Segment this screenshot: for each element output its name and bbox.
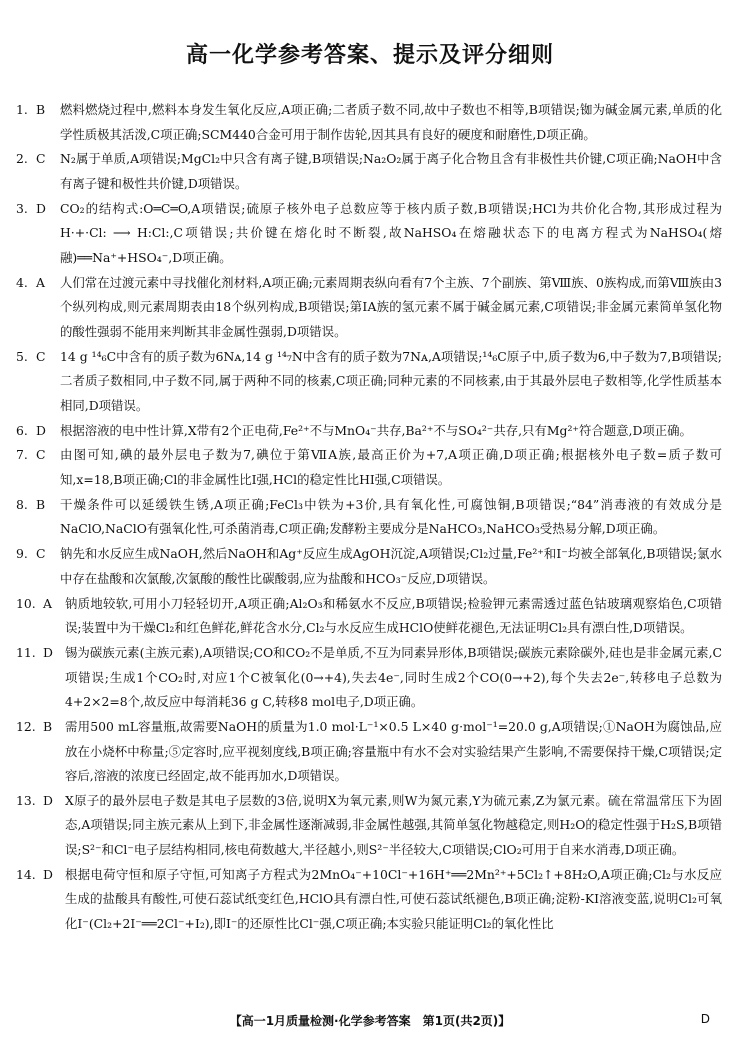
answer-letter: D <box>43 644 53 660</box>
page-footer: 【高一1月质量检测·化学参考答案 第1页(共2页)】 <box>229 1014 511 1028</box>
answer-number: 2. <box>16 151 28 167</box>
answer-explanation: 人们常在过渡元素中寻找催化剂材料,A项正确;元素周期表纵向看有7个主族、7个副族、第Ⅷ族、0族构成,而第Ⅷ族由3个纵列构成,则元素周期表由18个纵列构成,B项错误;第ⅠA族的氢元素不属于碱金属元素,C项错误;非金属元素简单氢化物的酸性强弱不能用来判断其非金属性强弱,D项错误。 <box>60 274 722 339</box>
answer-number: 13. <box>16 792 36 808</box>
answer-explanation: 钠先和水反应生成NaOH,然后NaOH和Ag⁺反应生成AgOH沉淀,A项错误;Cl₂过量,Fe²⁺和I⁻均被全部氧化,B项错误;氯水中存在盐酸和次氯酸,次氯酸的酸性比碳酸弱,应为盐酸和HCO₃⁻反应,D项错误。 <box>60 546 722 586</box>
paper-code: D <box>700 1012 710 1026</box>
answer-explanation: 干燥条件可以延缓铁生锈,A项正确;FeCl₃中铁为+3价,具有氧化性,可腐蚀铜,B项错误;“84”消毒液的有效成分是NaClO,NaClO有强氧化性,可杀菌消毒,C项正确;发酵粉主要成分是NaHCO₃,NaHCO₃受热易分解,D项正确。 <box>60 496 722 537</box>
answer-explanation: 钠质地较软,可用小刀轻轻切开,A项正确;Al₂O₃和稀氨水不反应,B项错误;检验钾元素需透过蓝色钴玻璃观察焰色,C项错误;装置中为干燥Cl₂和红色鲜花,鲜花含水分,Cl₂与水反应生成HClO使鲜花褪色,无法证明Cl₂具有漂白性,D项错误。 <box>65 595 722 636</box>
answer-item-4 <box>16 271 722 345</box>
answer-number: 9. <box>16 546 28 562</box>
answer-number: 11. <box>16 644 36 660</box>
answer-list <box>16 98 722 937</box>
answer-explanation: X原子的最外层电子数是其电子层数的3倍,说明X为氧元素,则W为氮元素,Y为硫元素,Z为氯元素。硫在常温常压下为固态,A项错误;同主族元素从上到下,非金属性逐渐减弱,非金属性越强,其简单氢化物越稳定,则H₂O的稳定性强于H₂S,B项错误;S²⁻和Cl⁻电子层结构相同,核电荷数越大,半径越小,则S²⁻半径较大,C项错误;ClO₂可用于自来水消毒,D项正确。 <box>65 792 722 858</box>
answer-item-1 <box>16 98 722 147</box>
answer-item-11 <box>16 641 722 715</box>
answer-number: 14. <box>16 866 36 882</box>
answer-explanation: 根据电荷守恒和原子守恒,可知离子方程式为2MnO₄⁻+10Cl⁻+16H⁺══2Mn²⁺+5Cl₂↑+8H₂O,A项正确;Cl₂与水反应生成的盐酸具有酸性,可使石蕊试纸变红色,HClO具有漂白性,可使石蕊试纸褪色,B项正确;淀粉-KI溶液变蓝,说明Cl₂可氧化I⁻(Cl₂+2I⁻══2Cl⁻+I₂),即I⁻的还原性比Cl⁻强,C项正确;本实验只能证明Cl₂的氧化性比 <box>65 866 722 932</box>
answer-letter: B <box>43 718 53 734</box>
answer-explanation: 由图可知,碘的最外层电子数为7,碘位于第ⅦA族,最高正价为+7,A项正确,D项正确;根据核外电子数=质子数可知,x=18,B项正确;Cl的非金属性比I强,HCl的稳定性比HI强,C项错误。 <box>60 447 722 488</box>
answer-number: 8. <box>16 496 28 512</box>
answer-item-2 <box>16 147 722 196</box>
answer-explanation: CO₂的结构式:O═C═O,A项错误;硫原子核外电子总数应等于核内质子数,B项错误;HCl为共价化合物,其形成过程为 H·+·Cl: ⟶ H:Cl:,C项错误;共价键在熔化时不断裂,故NaHSO₄在熔融状态下的电离方程式为NaHSO₄(熔融)══Na⁺+HSO₄⁻,D项正确。 <box>60 200 722 265</box>
answer-letter: C <box>36 151 46 167</box>
answer-letter: C <box>36 546 46 562</box>
answer-number: 5. <box>16 348 28 364</box>
answer-item-7 <box>16 443 722 492</box>
answer-item-8 <box>16 493 722 542</box>
answer-explanation: 根据溶液的电中性计算,X带有2个正电荷,Fe²⁺不与MnO₄⁻共存,Ba²⁺不与SO₄²⁻共存,只有Mg²⁺符合题意,D项正确。 <box>60 422 692 438</box>
answer-letter: D <box>43 866 53 882</box>
answer-letter: D <box>36 200 46 216</box>
answer-explanation: 需用500 mL容量瓶,故需要NaOH的质量为1.0 mol·L⁻¹×0.5 L×40 g·mol⁻¹=20.0 g,A项错误;①NaOH为腐蚀品,应放在小烧杯中称量;⑤定容时,应平视刻度线,B项正确;容量瓶中有水不会对实验结果产生影响,不需要保持干燥,C项错误;定容后,溶液的浓度已经固定,故不能再加水,D项错误。 <box>65 718 722 784</box>
answer-letter: B <box>36 496 46 512</box>
answer-letter: C <box>36 447 46 463</box>
answer-letter: A <box>43 595 52 611</box>
answer-number: 10. <box>16 595 36 611</box>
answer-number: 7. <box>16 447 28 463</box>
answer-letter: C <box>36 348 46 364</box>
answer-number: 3. <box>16 200 28 216</box>
answer-item-12 <box>16 715 722 789</box>
answer-item-10 <box>16 592 722 641</box>
answer-item-5 <box>16 345 722 419</box>
answer-item-6 <box>16 419 722 444</box>
answer-letter: B <box>36 102 46 117</box>
answer-explanation: 14 g ¹⁴₆C中含有的质子数为6Nᴀ,14 g ¹⁴₇N中含有的质子数为7Nᴀ,A项错误;¹⁴₆C原子中,质子数为6,中子数为7,B项错误;二者质子数相同,中子数不同,属于两种不同的核素,C项正确;同种元素的不同核素,由于其最外层电子数相等,化学性质基本相同,D项错误。 <box>60 348 722 413</box>
answer-number: 4. <box>16 274 28 290</box>
answer-letter: D <box>36 422 46 438</box>
answer-letter: D <box>43 792 53 808</box>
answer-letter: A <box>36 274 45 290</box>
answer-number: 6. <box>16 422 28 438</box>
answer-item-9 <box>16 542 722 591</box>
answer-explanation: 锡为碳族元素(主族元素),A项错误;CO和CO₂不是单质,不互为同素异形体,B项错误;碳族元素除碳外,硅也是非金属元素,C项错误;生成1个CO₂时,对应1个C被氧化(0→+4),失去4e⁻,同时生成2个CO(0→+2),每个失去2e⁻,转移电子总数为4+2×2=8个,故反应中每消耗36 g C,转移8 mol电子,D项正确。 <box>65 644 722 710</box>
page-title: 高一化学参考答案、提示及评分细则 <box>185 43 554 68</box>
answer-number: 1. <box>16 102 28 117</box>
answer-item-13 <box>16 789 722 863</box>
answer-explanation: N₂属于单质,A项错误;MgCl₂中只含有离子键,B项错误;Na₂O₂属于离子化合物且含有非极性共价键,C项正确;NaOH中含有离子键和极性共价键,D项错误。 <box>60 151 722 191</box>
answer-item-14 <box>16 863 722 937</box>
answer-number: 12. <box>16 718 36 734</box>
answer-item-3 <box>16 197 722 271</box>
answer-explanation: 燃料燃烧过程中,燃料本身发生氧化反应,A项正确;二者质子数不同,故中子数也不相等,B项错误;铷为碱金属元素,单质的化学性质极其活泼,C项正确;SCM440合金可用于制作齿轮,因其具有良好的硬度和耐磨性,D项正确。 <box>60 102 722 142</box>
